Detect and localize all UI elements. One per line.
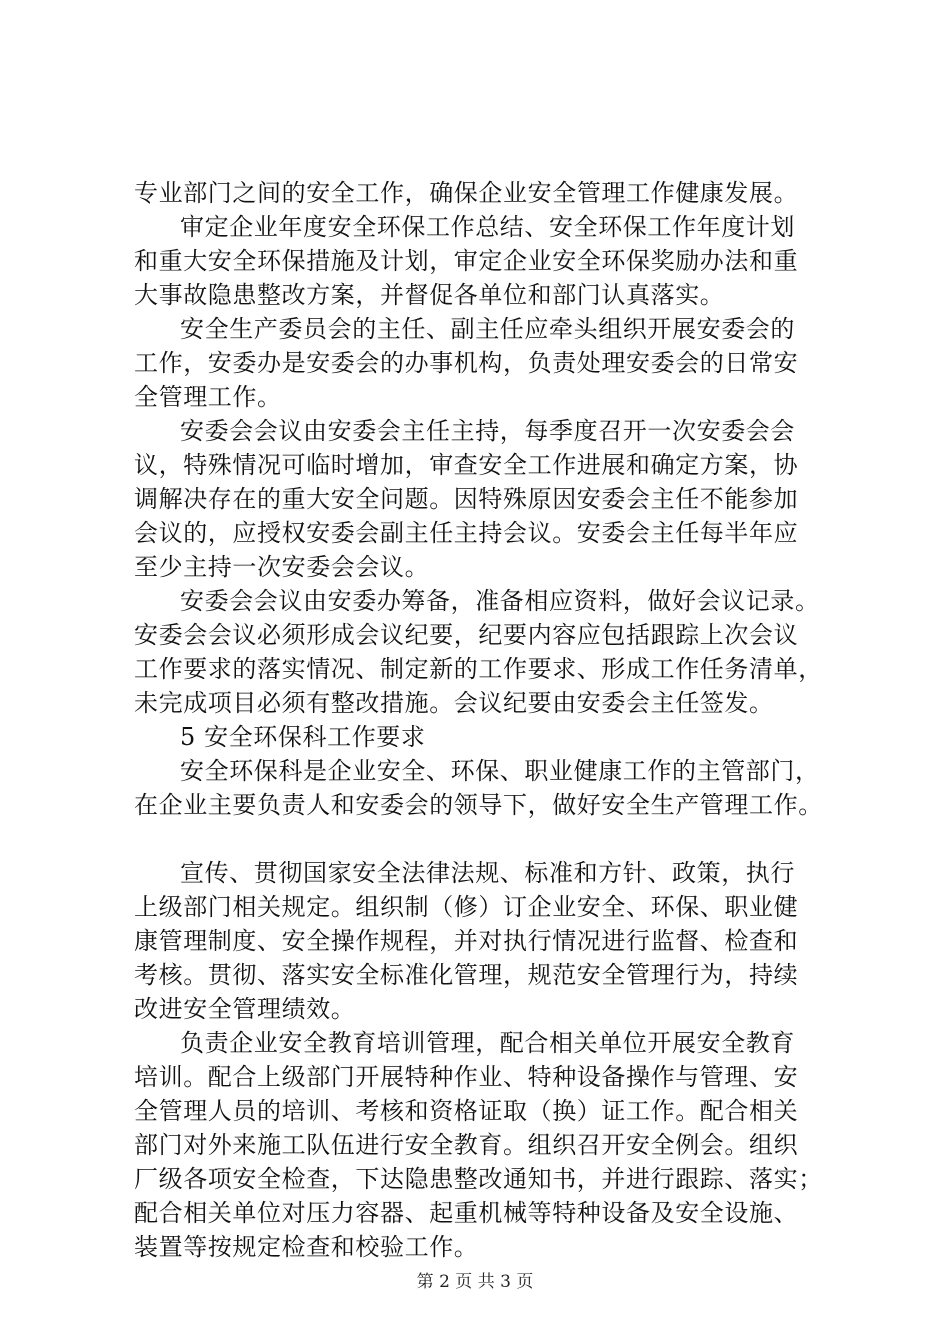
text-line: 部门对外来施工队伍进行安全教育。组织召开安全例会。组织 [134,1131,799,1159]
text-line: 配合相关单位对压力容器、起重机械等特种设备及安全设施、 [134,1199,799,1227]
text-line: 大事故隐患整改方案，并督促各单位和部门认真落实。 [134,281,725,309]
page-footer: 第 2 页 共 3 页 [416,1272,534,1292]
text-line: 专业部门之间的安全工作，确保企业安全管理工作健康发展。 [134,179,799,207]
text-line: 装置等按规定检查和校验工作。 [134,1233,479,1261]
text-line: 调解决存在的重大安全问题。因特殊原因安委会主任不能参加 [134,485,799,513]
text-line: 安全生产委员会的主任、副主任应牵头组织开展安委会的 [180,315,795,343]
text-line: 和重大安全环保措施及计划，审定企业安全环保奖励办法和重 [134,247,799,275]
text-line: 宣传、贯彻国家安全法律法规、标准和方针、政策，执行 [180,859,795,887]
text-line: 安委会会议由安委办筹备，准备相应资料，做好会议记录。 [180,587,820,615]
text-line: 培训。配合上级部门开展特种作业、特种设备操作与管理、安 [134,1063,799,1091]
text-line: 全管理人员的培训、考核和资格证取（换）证工作。配合相关 [134,1097,799,1125]
text-line: 在企业主要负责人和安委会的领导下，做好安全生产管理工作。 [134,791,823,819]
text-line: 全管理工作。 [134,383,282,411]
text-line: 未完成项目必须有整改措施。会议纪要由安委会主任签发。 [134,689,774,717]
text-line: 负责企业安全教育培训管理，配合相关单位开展安全教育 [180,1029,795,1057]
text-line: 安委会会议必须形成会议纪要，纪要内容应包括跟踪上次会议 [134,621,799,649]
text-line: 厂级各项安全检查，下达隐患整改通知书，并进行跟踪、落实； [134,1165,823,1193]
text-line: 安全环保科是企业安全、环保、职业健康工作的主管部门， [180,757,820,785]
text-line: 工作，安委办是安委会的办事机构，负责处理安委会的日常安 [134,349,799,377]
text-line: 考核。贯彻、落实安全标准化管理，规范安全管理行为，持续 [134,961,799,989]
text-line: 改进安全管理绩效。 [134,995,356,1023]
text-line: 安委会会议由安委会主任主持，每季度召开一次安委会会 [180,417,795,445]
text-line: 审定企业年度安全环保工作总结、安全环保工作年度计划 [180,213,795,241]
text-line: 会议的，应授权安委会副主任主持会议。安委会主任每半年应 [134,519,799,547]
text-line: 康管理制度、安全操作规程，并对执行情况进行监督、检查和 [134,927,799,955]
text-line: 工作要求的落实情况、制定新的工作要求、形成工作任务清单， [134,655,823,683]
text-line: 议，特殊情况可临时增加，审查安全工作进展和确定方案，协 [134,451,799,479]
section-heading: 5 安全环保科工作要求 [180,723,426,751]
text-line: 至少主持一次安委会会议。 [134,553,430,581]
text-line: 上级部门相关规定。组织制（修）订企业安全、环保、职业健 [134,893,799,921]
